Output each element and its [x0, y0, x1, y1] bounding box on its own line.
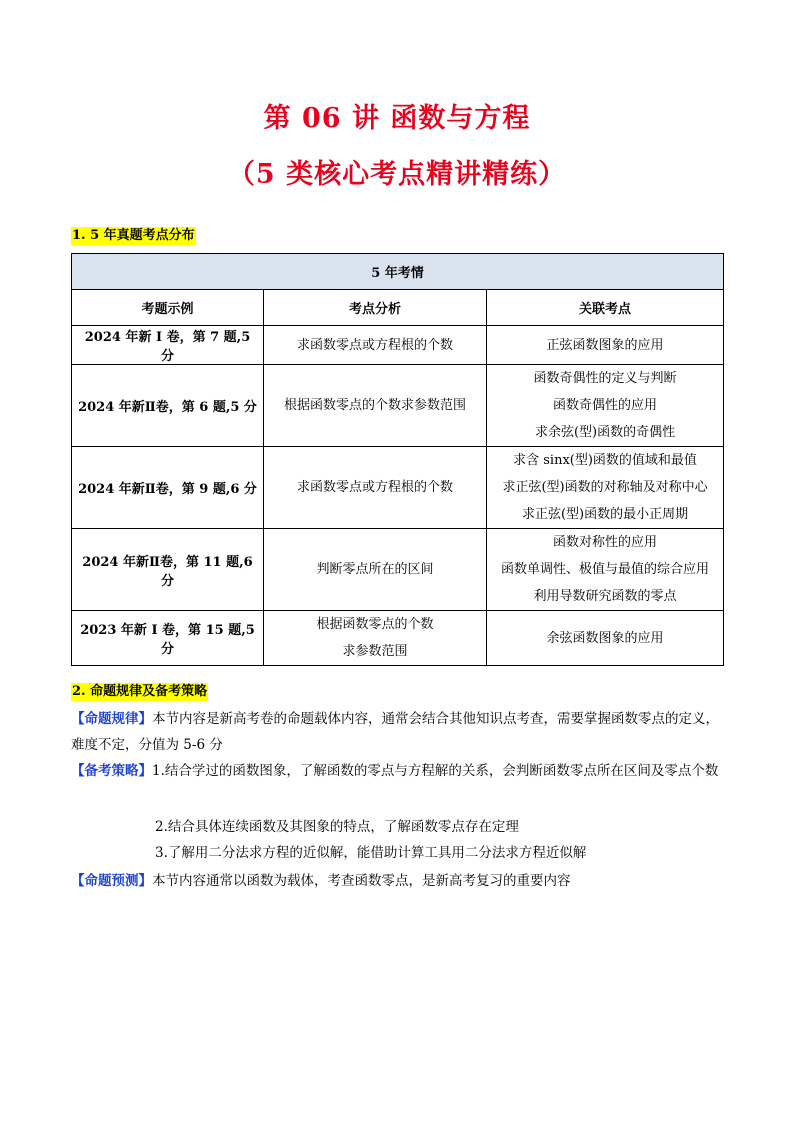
analysis-line: 判断零点所在的区间 — [316, 562, 434, 577]
rule-tag: 【命题规律】 — [71, 711, 152, 727]
cell-related — [487, 326, 724, 365]
analysis-line: 根据函数零点的个数求参数范围 — [283, 398, 466, 413]
related-line: 函数单调性、极值与最值的综合应用 — [501, 562, 710, 577]
column-header-related: 关联考点 — [487, 290, 724, 326]
related-line: 正弦函数图象的应用 — [546, 337, 664, 353]
prediction-text: 本节内容通常以函数为载体，考查函数零点，是新高考复习的重要内容 — [152, 873, 571, 889]
related-line: 求正弦(型)函数的最小正周期 — [521, 507, 689, 522]
related-line: 函数奇偶性的应用 — [553, 398, 658, 413]
rule-text: 本节内容是新高考卷的命题载体内容，通常会结合其他知识点考查，需要掌握函数零点的定义，难度不定，分值为 5-6 分 — [71, 711, 719, 753]
analysis-line: 根据函数零点的个数 — [316, 617, 434, 632]
strategy-paragraph — [71, 758, 727, 784]
exam-table — [71, 253, 724, 666]
cell-analysis — [264, 365, 487, 447]
page-title: 第 06 讲 函数与方程 — [263, 103, 531, 134]
strategy-item-3: 3.了解用二分法求方程的近似解，能借助计算工具用二分法求方程近似解 — [155, 845, 587, 861]
analysis-line: 求函数零点或方程根的个数 — [296, 337, 453, 353]
cell-analysis — [264, 447, 487, 529]
cell-example: 2023 年新 I 卷，第 15 题,5 分 — [72, 611, 264, 666]
related-line: 余弦函数图象的应用 — [546, 630, 664, 646]
related-line: 求正弦(型)函数的对称轴及对称中心 — [502, 480, 708, 495]
cell-example: 2024 年新Ⅱ卷，第 11 题,6 分 — [72, 529, 264, 611]
prediction-paragraph — [71, 868, 727, 894]
cell-example: 2024 年新Ⅱ卷，第 6 题,5 分 — [72, 365, 264, 447]
cell-analysis — [264, 611, 487, 666]
cell-related — [487, 447, 724, 529]
cell-related — [487, 365, 724, 447]
prediction-tag: 【命题预测】 — [71, 873, 152, 889]
related-line: 利用导数研究函数的零点 — [533, 589, 677, 604]
table-row — [72, 529, 724, 611]
table-row — [72, 611, 724, 666]
section-heading-distribution: 1. 5 年真题考点分布 — [72, 228, 195, 243]
section-heading-strategy: 2. 命题规律及备考策略 — [72, 684, 208, 699]
cell-analysis — [264, 326, 487, 365]
rule-paragraph — [71, 706, 727, 758]
column-header-analysis: 考点分析 — [264, 290, 487, 326]
strategy-item-2: 2.结合具体连续函数及其图象的特点，了解函数零点存在定理 — [155, 819, 519, 835]
page-subtitle: （5 类核心考点精讲精练） — [227, 159, 567, 190]
related-line: 求余弦(型)函数的奇偶性 — [534, 425, 676, 440]
related-line: 函数对称性的应用 — [553, 535, 658, 550]
analysis-line: 求函数零点或方程根的个数 — [296, 480, 453, 495]
table-row — [72, 365, 724, 447]
strategy-item-1: 1.结合学过的函数图象，了解函数的零点与方程解的关系，会判断函数零点所在区间及零点个数 — [152, 763, 719, 779]
table-row — [72, 326, 724, 365]
table-row — [72, 447, 724, 529]
cell-related — [487, 611, 724, 666]
cell-related — [487, 529, 724, 611]
analysis-line: 求参数范围 — [342, 644, 408, 659]
column-header-example: 考题示例 — [72, 290, 264, 326]
strategy-tag: 【备考策略】 — [71, 763, 152, 779]
cell-example: 2024 年新Ⅱ卷，第 9 题,6 分 — [72, 447, 264, 529]
cell-analysis — [264, 529, 487, 611]
related-line: 函数奇偶性的定义与判断 — [533, 371, 677, 386]
table-caption: 5 年考情 — [72, 254, 724, 290]
cell-example: 2024 年新 I 卷，第 7 题,5 分 — [72, 326, 264, 365]
related-line: 求含 sinx(型)函数的值域和最值 — [513, 453, 697, 468]
